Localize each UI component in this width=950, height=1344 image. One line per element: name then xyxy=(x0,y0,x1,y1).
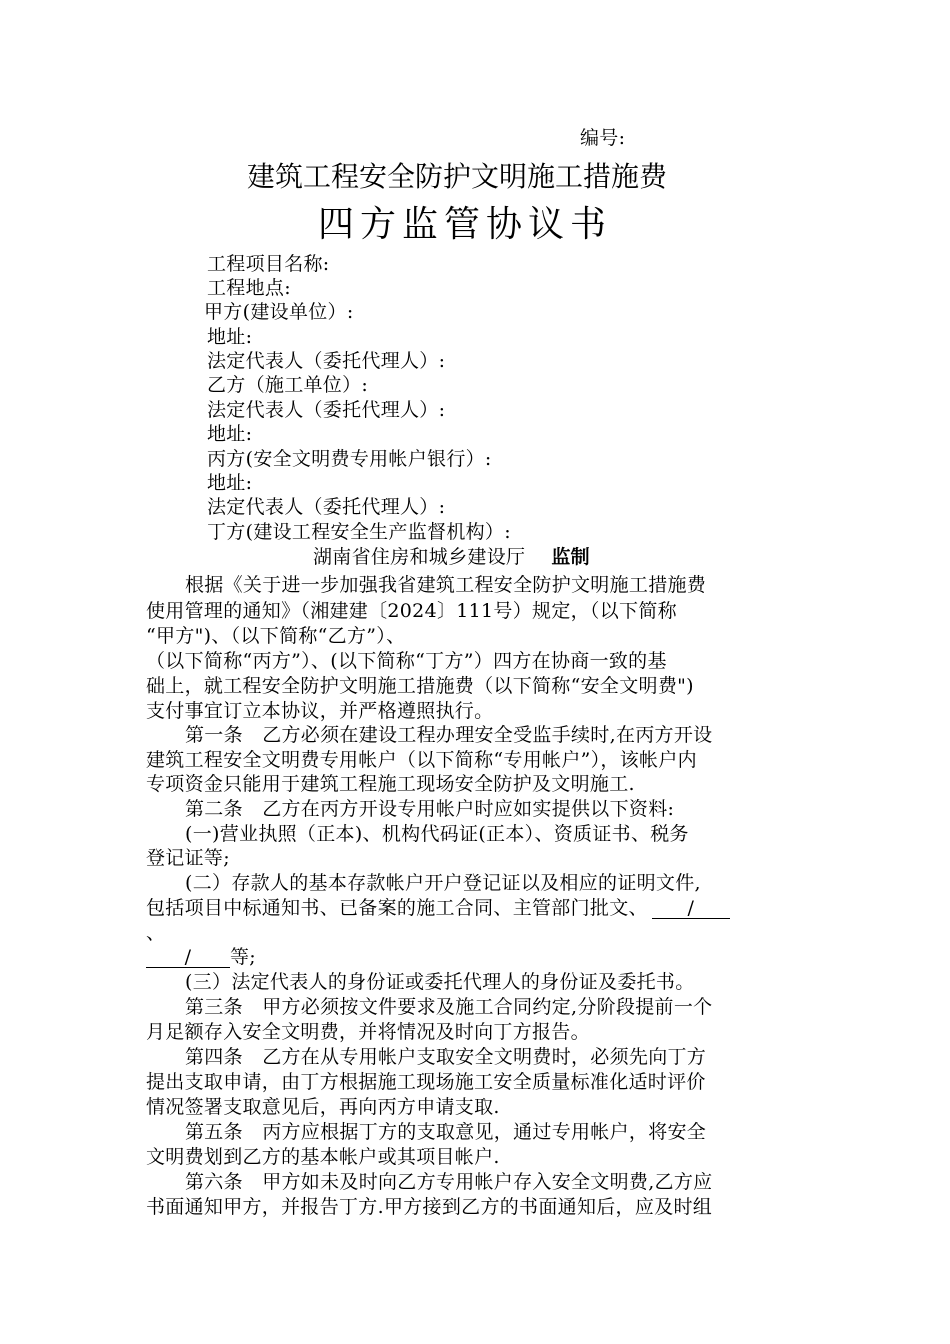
article-2-line-1: 第二条 乙方在丙方开设专用帐户时应如实提供以下资料: xyxy=(185,798,675,820)
item-2-line-3: 、 xyxy=(146,922,166,944)
item-1-line-2: 登记证等; xyxy=(146,847,230,869)
serial-number-label: 编号: xyxy=(580,127,626,149)
field-party-a-rep: 法定代表人（委托代理人）: xyxy=(207,350,446,372)
intro-line-5: 础上，就工程安全防护文明施工措施费（以下简称“安全文明费") xyxy=(146,675,694,697)
article-6-line-2: 书面通知甲方，并报告丁方.甲方接到乙方的书面通知后，应及时组 xyxy=(146,1196,713,1218)
field-project-location: 工程地点: xyxy=(207,277,291,299)
field-party-a-address: 地址: xyxy=(207,326,253,348)
article-4-line-1: 第四条 乙方在从专用帐户支取安全文明费时，必须先向丁方 xyxy=(185,1046,707,1068)
field-party-b: 乙方（施工单位）: xyxy=(207,374,369,396)
field-party-c-rep: 法定代表人（委托代理人）: xyxy=(207,496,446,518)
field-party-d: 丁方(建设工程安全生产监督机构）: xyxy=(207,521,511,543)
intro-line-1: 根据《关于进一步加强我省建筑工程安全防护文明施工措施费 xyxy=(185,574,707,596)
intro-line-2: 使用管理的通知》（湘建建〔2024〕111号）规定，（以下简称 xyxy=(146,600,677,622)
issuer-name: 湖南省住房和城乡建设厅 xyxy=(313,546,526,568)
intro-line-6: 支付事宜订立本协议，并严格遵照执行。 xyxy=(146,700,494,722)
article-3-line-2: 月足额存入安全文明费，并将情况及时向丁方报告。 xyxy=(146,1021,590,1043)
article-1-line-3: 专项资金只能用于建筑工程施工现场安全防护及文明施工. xyxy=(146,773,635,795)
item-2-line-4 xyxy=(146,945,256,969)
fill-in-blank: / xyxy=(146,947,230,968)
article-6-line-1: 第六条 甲方如未及时向乙方专用帐户存入安全文明费,乙方应 xyxy=(185,1171,713,1193)
article-5-line-1: 第五条 丙方应根据丁方的支取意见，通过专用帐户，将安全 xyxy=(185,1121,707,1143)
item-2-line-2-text: 包括项目中标通知书、已备案的施工合同、主管部门批文、 xyxy=(146,897,648,919)
article-4-line-2: 提出支取申请，由丁方根据施工现场施工安全质量标准化适时评价 xyxy=(146,1071,706,1093)
article-4-line-3: 情况签署支取意见后，再向丙方申请支取. xyxy=(146,1096,500,1118)
field-party-a: 甲方(建设单位）: xyxy=(204,301,354,323)
item-1-line-1: (一)营业执照（正本)、机构代码证(正本）、资质证书、税务 xyxy=(185,823,689,845)
fill-in-blank: / xyxy=(652,898,730,919)
issuer-label: 监制 xyxy=(551,546,590,568)
article-3-line-1: 第三条 甲方必须按文件要求及施工合同约定,分阶段提前一个 xyxy=(185,996,713,1018)
item-3-line-1: (三）法定代表人的身份证或委托代理人的身份证及委托书。 xyxy=(185,971,695,993)
field-party-c-address: 地址: xyxy=(207,472,253,494)
document-title-line1: 建筑工程安全防护文明施工措施费 xyxy=(247,160,668,193)
article-5-line-2: 文明费划到乙方的基本帐户或其项目帐户. xyxy=(146,1146,500,1168)
field-party-b-address: 地址: xyxy=(207,423,253,445)
item-2-line-4-suffix: 等; xyxy=(230,946,257,968)
item-2-line-1: (二）存款人的基本存款帐户开户登记证以及相应的证明文件, xyxy=(185,872,701,894)
field-project-name: 工程项目名称: xyxy=(207,253,330,275)
field-party-b-rep: 法定代表人（委托代理人）: xyxy=(207,399,446,421)
intro-line-3: “甲方")、（以下简称“乙方”）、 xyxy=(146,625,406,647)
article-1-line-2: 建筑工程安全文明费专用帐户（以下简称“专用帐户”），该帐户内 xyxy=(146,749,697,771)
article-1-line-1: 第一条 乙方必须在建设工程办理安全受监手续时,在丙方开设 xyxy=(185,724,713,746)
issuer-line xyxy=(313,545,590,569)
document-title-line2: 四方监管协议书 xyxy=(318,204,613,245)
item-2-line-2 xyxy=(146,896,730,920)
field-party-c: 丙方(安全文明费专用帐户银行）: xyxy=(207,448,492,470)
intro-line-4: （以下简称“丙方”）、(以下简称“丁方”）四方在协商一致的基 xyxy=(146,650,667,672)
